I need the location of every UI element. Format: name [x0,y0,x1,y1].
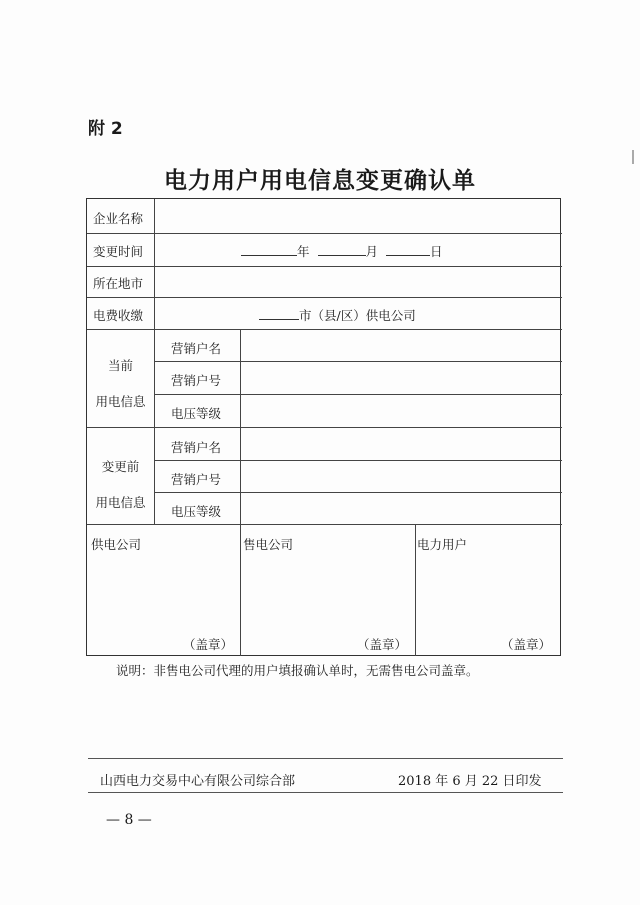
current-info-label: 当前 用电信息 [95,358,146,409]
current-account-number-label: 营销户号 [171,373,222,388]
current-account-name-label: 营销户名 [171,341,222,356]
footer-bottom-rule [88,792,563,793]
scan-edge-mark [632,150,634,164]
row-divider [154,492,562,493]
attachment-label: 附 2 [88,119,123,139]
power-supply-company-label: 供电公司 [91,537,142,552]
column-divider [154,199,155,524]
column-divider [240,524,241,656]
row-divider [87,427,562,428]
footer-top-rule [88,758,563,759]
row-divider [154,460,562,461]
company-name-label: 企业名称 [93,211,144,226]
previous-info-label: 变更前 用电信息 [95,459,146,510]
page-number: — 8 — [106,812,152,828]
form-note: 说明：非售电公司代理的用户填报确认单时，无需售电公司盖章。 [116,663,479,678]
billing-value: 市（县/区）供电公司 [259,306,416,324]
row-divider [87,524,562,525]
change-time-label: 变更时间 [93,244,144,259]
row-divider [154,361,562,362]
row-divider [87,329,562,330]
previous-account-number-label: 营销户号 [171,472,222,487]
change-time-date: 年 月 日 [241,242,443,260]
previous-account-name-label: 营销户名 [171,440,222,455]
power-user-stamp: （盖章） [501,637,552,652]
power-supply-stamp: （盖章） [183,637,234,652]
row-divider [87,297,562,298]
month-blank[interactable] [318,243,366,256]
column-divider [240,329,241,524]
billing-label: 电费收缴 [93,308,144,323]
page-title: 电力用户用电信息变更确认单 [164,168,476,194]
row-divider [154,394,562,395]
confirmation-form [86,198,561,656]
power-user-label: 电力用户 [417,537,468,552]
county-blank[interactable] [259,307,299,320]
issue-date: 2018 年 6 月 22 日印发 [398,774,542,789]
issuer: 山西电力交易中心有限公司综合部 [100,774,296,789]
current-voltage-label: 电压等级 [171,406,222,421]
row-divider [87,266,562,267]
column-divider [415,524,416,656]
day-blank[interactable] [386,243,430,256]
retail-stamp: （盖章） [357,637,408,652]
retail-company-label: 售电公司 [243,537,294,552]
location-city-label: 所在地市 [93,276,144,291]
previous-voltage-label: 电压等级 [171,504,222,519]
year-blank[interactable] [241,243,297,256]
row-divider [87,233,562,234]
